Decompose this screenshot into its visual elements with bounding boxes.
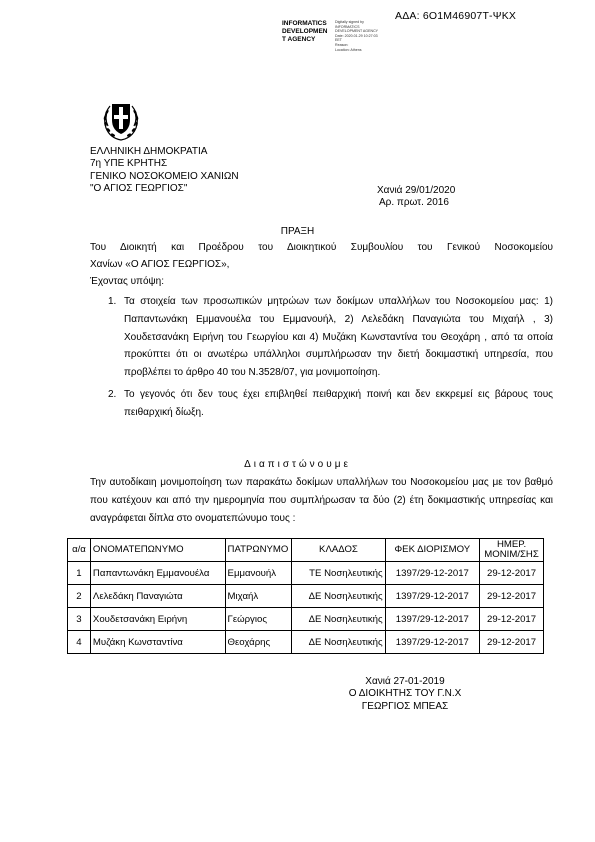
- list-item: [108, 293, 553, 382]
- table-row: [68, 562, 544, 585]
- table-cell: 29-12-2017: [480, 562, 544, 585]
- signature-block: [330, 676, 480, 713]
- table-cell: Εμμανουήλ: [225, 562, 292, 585]
- table-cell: 3: [68, 608, 91, 631]
- table-cell: 1397/29-12-2017: [385, 631, 479, 654]
- table-cell: 2: [68, 585, 91, 608]
- table-row: [68, 631, 544, 654]
- ida-logo-line: INFORMATICS: [282, 20, 327, 27]
- institution-header: [90, 146, 239, 196]
- table-cell: Μιχαήλ: [225, 585, 292, 608]
- table-cell: ΤΕ Νοσηλευτικής: [292, 562, 385, 585]
- column-header: [480, 539, 544, 562]
- signature-detail-line: Date: 2020.01.29 10:27:03: [335, 33, 378, 38]
- document-title: ΠΡΑΞΗ: [280, 226, 315, 237]
- column-header: ΟΝΟΜΑΤΕΠΩΝΥΜΟ: [90, 539, 225, 562]
- list-item: [108, 386, 553, 422]
- list-item-text: Το γεγονός ότι δεν τους έχει επιβληθεί πειθαρχική ποινή και δεν εκκρεμεί εις βάρους τους πειθαρχική δίωξη.: [124, 388, 553, 418]
- table-cell: Θεοχάρης: [225, 631, 292, 654]
- signature-place-date: Χανιά 27-01-2019: [365, 676, 445, 687]
- table-row: [68, 585, 544, 608]
- document-date: Χανιά 29/01/2020: [377, 185, 456, 196]
- column-header: ΠΑΤΡΩΝΥΜΟ: [225, 539, 292, 562]
- table-cell: Λελεδάκη Παναγιώτα: [90, 585, 225, 608]
- greek-emblem-icon: [96, 98, 146, 144]
- table-cell: Χουδετσανάκη Ειρήνη: [90, 608, 225, 631]
- digital-signature-details: [335, 20, 378, 52]
- protocol-number: Αρ. πρωτ. 2016: [379, 197, 449, 209]
- header-line: 7η ΥΠΕ ΚΡΗΤΗΣ: [90, 158, 168, 170]
- considerations-list: [108, 293, 553, 422]
- signature-detail-line: INFORMATICS: [335, 24, 360, 29]
- column-header: α/α: [68, 539, 91, 562]
- table-cell: Μυζάκη Κωνσταντίνα: [90, 631, 225, 654]
- header-line: "Ο ΑΓΙΟΣ ΓΕΩΡΓΙΟΣ": [90, 183, 188, 195]
- signature-role: Ο ΔΙΟΙΚΗΤΗΣ ΤΟΥ Γ.Ν.Χ: [348, 688, 462, 700]
- signature-name: ΓΕΩΡΓΙΟΣ ΜΠΕΑΣ: [361, 700, 449, 712]
- decision-paragraph: Την αυτοδίκαιη μονιμοποίηση των παρακάτω δοκίμων υπαλλήλων του Νοσοκομείου μας με τον βαθμό που κατέχουν και από την ημερομηνία που συμπλήρωσαν τα δύο (2) έτη δοκιμαστικής υπηρεσίας και αναγράφεται δίπλα στο ονοματεπώνυμο τους :: [90, 477, 553, 524]
- signature-detail-line: EET: [335, 38, 342, 43]
- intro-line: Χανίων «Ο ΑΓΙΟΣ ΓΕΩΡΓΙΟΣ»,: [90, 259, 230, 270]
- signature-detail-line: DEVELOPMENT AGENCY: [335, 29, 379, 34]
- column-header-line: ΜΟΝΙΜ/ΣΗΣ: [484, 549, 539, 560]
- considerations-label: Έχοντας υπόψη:: [90, 276, 164, 287]
- header-line: ΕΛΛΗΝΙΚΗ ΔΗΜΟΚΡΑΤΙΑ: [90, 146, 208, 157]
- list-item-text: Τα στοιχεία των προσωπικών μητρώων των δοκίμων υπαλλήλων του Νοσοκομείου μας: 1) Παπαντωνάκη Εμμανουέλα του Εμμανουήλ, 2) Λελεδάκη Παναγιώτα του Μιχαήλ , 3) Χουδετσανάκη Ειρήνη του Γεωργίου και 4) Μυζάκη Κωνσταντίνα του Θεοχάρη , από τα οποία προκύπτει ότι οι ανωτέρω υπάλληλοι συμπλήρωσαν την διετή δοκιμαστική υπηρεσία, που προβλέπει το άρθρο 40 του Ν.3528/07, για μονιμοποίηση.: [124, 296, 553, 379]
- list-item-number: 1.: [108, 296, 117, 307]
- date-protocol-block: [377, 185, 455, 210]
- intro-paragraph: [90, 239, 553, 273]
- table-cell: ΔΕ Νοσηλευτικής: [292, 585, 385, 608]
- table-row: [68, 608, 544, 631]
- table-cell: 1: [68, 562, 91, 585]
- list-item-number: 2.: [108, 388, 117, 400]
- table-cell: 1397/29-12-2017: [385, 608, 479, 631]
- employees-table: [67, 538, 544, 654]
- signature-detail-line: Reason:: [335, 42, 349, 47]
- header-line: ΓΕΝΙΚΟ ΝΟΣΟΚΟΜΕΙΟ ΧΑΝΙΩΝ: [90, 170, 239, 182]
- table-header-row: [68, 539, 544, 562]
- table-cell: 29-12-2017: [480, 631, 544, 654]
- table-cell: Γεώργιος: [225, 608, 292, 631]
- column-header: ΦΕΚ ΔΙΟΡΙΣΜΟΥ: [385, 539, 479, 562]
- column-header: ΚΛΑΔΟΣ: [292, 539, 385, 562]
- table-cell: Παπαντωνάκη Εμμανουέλα: [90, 562, 225, 585]
- ida-logo-line: T AGENCY: [282, 36, 316, 43]
- table-cell: 29-12-2017: [480, 585, 544, 608]
- table-cell: 4: [68, 631, 91, 654]
- table-cell: 1397/29-12-2017: [385, 585, 479, 608]
- decision-heading: Διαπιστώνουμε: [244, 459, 351, 470]
- signature-detail-line: Digitally signed by: [335, 20, 364, 24]
- table-cell: 29-12-2017: [480, 608, 544, 631]
- column-header-line: ΗΜΕΡ.: [496, 539, 527, 550]
- signature-detail-line: Location: Athens: [335, 47, 362, 52]
- ada-code: ΑΔΑ: 6Ο1Μ46907Τ-ΨΚΧ: [395, 10, 517, 22]
- table-cell: 1397/29-12-2017: [385, 562, 479, 585]
- ida-logo-line: DEVELOPMEN: [282, 28, 328, 35]
- table-cell: ΔΕ Νοσηλευτικής: [292, 608, 385, 631]
- ida-logo-text: [282, 20, 328, 44]
- intro-line: Του Διοικητή και Προέδρου του Διοικητικού Συμβουλίου του Γενικού Νοσοκομείου: [90, 242, 553, 253]
- table-cell: ΔΕ Νοσηλευτικής: [292, 631, 385, 654]
